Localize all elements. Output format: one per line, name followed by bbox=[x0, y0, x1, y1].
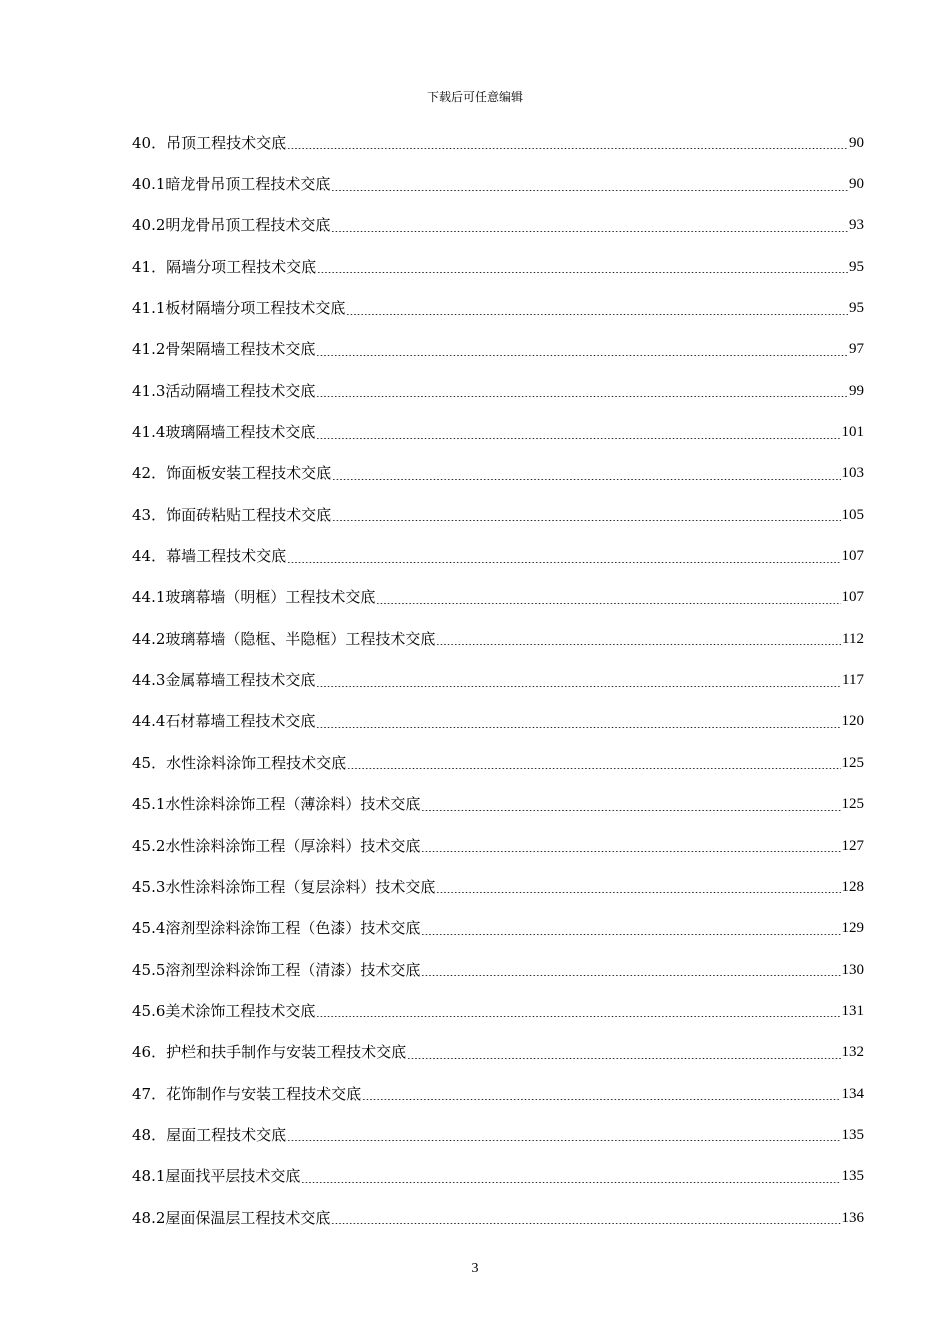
page-number: 3 bbox=[471, 1261, 479, 1276]
toc-entry[interactable] bbox=[132, 577, 864, 618]
toc-entry[interactable] bbox=[132, 908, 864, 949]
toc-entry[interactable] bbox=[132, 494, 864, 535]
toc-entry[interactable] bbox=[132, 990, 864, 1031]
toc-dot-leader bbox=[287, 148, 848, 149]
toc-entry-title: 44.4石材幕墙工程技术交底 bbox=[132, 712, 316, 731]
toc-dot-leader bbox=[407, 1058, 840, 1059]
toc-entry[interactable] bbox=[132, 1032, 864, 1073]
toc-dot-leader bbox=[287, 562, 840, 563]
toc-entry[interactable] bbox=[132, 163, 864, 204]
toc-dot-leader bbox=[436, 892, 840, 893]
toc-entry-page: 120 bbox=[841, 713, 864, 730]
toc-entry-title: 42．饰面板安装工程技术交底 bbox=[132, 464, 332, 483]
toc-entry[interactable] bbox=[132, 866, 864, 907]
toc-entry-page: 107 bbox=[841, 589, 864, 606]
toc-entry-title: 41.1板材隔墙分项工程技术交底 bbox=[132, 299, 346, 318]
toc-entry-page: 135 bbox=[841, 1168, 864, 1185]
toc-entry[interactable] bbox=[132, 825, 864, 866]
toc-dot-leader bbox=[316, 438, 840, 439]
toc-dot-leader bbox=[316, 1016, 840, 1017]
toc-entry-title: 45.3水性涂料涂饰工程（复层涂料）技术交底 bbox=[132, 877, 436, 896]
toc-entry[interactable] bbox=[132, 246, 864, 287]
toc-entry-page: 127 bbox=[841, 837, 864, 854]
toc-dot-leader bbox=[332, 479, 840, 480]
header-note: 下载后可任意编辑 bbox=[426, 90, 523, 104]
toc-entry-title: 45．水性涂料涂饰工程技术交底 bbox=[132, 753, 347, 772]
toc-entry-page: 97 bbox=[849, 341, 864, 358]
toc-entry[interactable] bbox=[132, 784, 864, 825]
toc-entry-title: 44.3金属幕墙工程技术交底 bbox=[132, 671, 316, 690]
toc-entry-page: 99 bbox=[849, 382, 864, 399]
toc-entry[interactable] bbox=[132, 205, 864, 246]
toc-entry-title: 47．花饰制作与安装工程技术交底 bbox=[132, 1084, 362, 1103]
toc-entry-title: 41.2骨架隔墙工程技术交底 bbox=[132, 340, 316, 359]
toc-dot-leader bbox=[301, 1182, 840, 1183]
toc-entry-page: 132 bbox=[841, 1044, 864, 1061]
toc-dot-leader bbox=[421, 934, 840, 935]
toc-dot-leader bbox=[332, 520, 840, 521]
toc-entry-title: 45.2水性涂料涂饰工程（厚涂料）技术交底 bbox=[132, 836, 421, 855]
toc-entry[interactable] bbox=[132, 329, 864, 370]
toc-entry-title: 40.2明龙骨吊顶工程技术交底 bbox=[132, 216, 331, 235]
toc-dot-leader bbox=[331, 190, 848, 191]
toc-dot-leader bbox=[376, 603, 840, 604]
toc-entry-title: 40.1暗龙骨吊顶工程技术交底 bbox=[132, 175, 331, 194]
toc-entry-title: 44.1玻璃幕墙（明框）工程技术交底 bbox=[132, 588, 376, 607]
toc-entry[interactable] bbox=[132, 453, 864, 494]
toc-entry-page: 128 bbox=[841, 878, 864, 895]
toc-dot-leader bbox=[316, 686, 841, 687]
toc-dot-leader bbox=[317, 272, 848, 273]
toc-dot-leader bbox=[346, 314, 848, 315]
toc-entry-page: 125 bbox=[841, 796, 864, 813]
toc-entry-page: 136 bbox=[841, 1209, 864, 1226]
toc-entry[interactable] bbox=[132, 122, 864, 163]
toc-entry-title: 41.3活动隔墙工程技术交底 bbox=[132, 381, 316, 400]
toc-entry-page: 130 bbox=[841, 961, 864, 978]
toc-entry-page: 103 bbox=[841, 465, 864, 482]
toc-entry-title: 46．护栏和扶手制作与安装工程技术交底 bbox=[132, 1043, 407, 1062]
toc-entry-title: 43．饰面砖粘贴工程技术交底 bbox=[132, 505, 332, 524]
toc-dot-leader bbox=[436, 644, 841, 645]
toc-dot-leader bbox=[316, 727, 840, 728]
toc-entry-title: 48.2屋面保温层工程技术交底 bbox=[132, 1208, 331, 1227]
toc-entry-page: 117 bbox=[842, 672, 864, 689]
toc-entry-page: 112 bbox=[842, 630, 864, 647]
toc-entry-title: 48．屋面工程技术交底 bbox=[132, 1125, 287, 1144]
toc-entry-page: 101 bbox=[841, 424, 864, 441]
toc-entry-page: 93 bbox=[849, 217, 864, 234]
toc-entry-page: 90 bbox=[849, 134, 864, 151]
toc-dot-leader bbox=[347, 768, 840, 769]
table-of-contents bbox=[132, 122, 864, 1238]
toc-dot-leader bbox=[316, 396, 848, 397]
toc-dot-leader bbox=[287, 1140, 840, 1141]
toc-entry[interactable] bbox=[132, 411, 864, 452]
toc-entry-page: 131 bbox=[841, 1002, 864, 1019]
toc-entry[interactable] bbox=[132, 949, 864, 990]
toc-entry[interactable] bbox=[132, 535, 864, 576]
toc-entry[interactable] bbox=[132, 1114, 864, 1155]
toc-entry-title: 44.2玻璃幕墙（隐框、半隐框）工程技术交底 bbox=[132, 629, 436, 648]
toc-entry[interactable] bbox=[132, 742, 864, 783]
toc-entry-page: 105 bbox=[841, 506, 864, 523]
toc-entry-page: 95 bbox=[849, 300, 864, 317]
toc-entry[interactable] bbox=[132, 618, 864, 659]
toc-entry[interactable] bbox=[132, 370, 864, 411]
toc-entry-page: 95 bbox=[849, 258, 864, 275]
toc-entry-page: 129 bbox=[841, 920, 864, 937]
toc-entry-title: 45.4溶剂型涂料涂饰工程（色漆）技术交底 bbox=[132, 919, 421, 938]
toc-dot-leader bbox=[421, 810, 840, 811]
toc-dot-leader bbox=[421, 975, 840, 976]
toc-entry-title: 45.1水性涂料涂饰工程（薄涂料）技术交底 bbox=[132, 795, 421, 814]
toc-entry[interactable] bbox=[132, 1073, 864, 1114]
toc-entry-title: 40．吊顶工程技术交底 bbox=[132, 133, 287, 152]
toc-dot-leader bbox=[331, 1223, 840, 1224]
toc-entry-page: 134 bbox=[841, 1085, 864, 1102]
toc-entry-page: 90 bbox=[849, 176, 864, 193]
toc-entry-title: 44．幕墙工程技术交底 bbox=[132, 547, 287, 566]
toc-entry[interactable] bbox=[132, 701, 864, 742]
toc-entry[interactable] bbox=[132, 1156, 864, 1197]
toc-dot-leader bbox=[331, 231, 848, 232]
toc-dot-leader bbox=[316, 355, 848, 356]
toc-entry[interactable] bbox=[132, 659, 864, 700]
toc-dot-leader bbox=[421, 851, 840, 852]
toc-entry-page: 107 bbox=[841, 548, 864, 565]
toc-entry[interactable] bbox=[132, 287, 864, 328]
toc-entry-title: 48.1屋面找平层技术交底 bbox=[132, 1167, 301, 1186]
toc-entry-page: 135 bbox=[841, 1126, 864, 1143]
toc-entry-title: 45.6美术涂饰工程技术交底 bbox=[132, 1001, 316, 1020]
toc-entry-title: 45.5溶剂型涂料涂饰工程（清漆）技术交底 bbox=[132, 960, 421, 979]
toc-entry-title: 41．隔墙分项工程技术交底 bbox=[132, 257, 317, 276]
toc-entry-title: 41.4玻璃隔墙工程技术交底 bbox=[132, 423, 316, 442]
toc-entry[interactable] bbox=[132, 1197, 864, 1238]
toc-dot-leader bbox=[362, 1099, 840, 1100]
toc-entry-page: 125 bbox=[841, 754, 864, 771]
